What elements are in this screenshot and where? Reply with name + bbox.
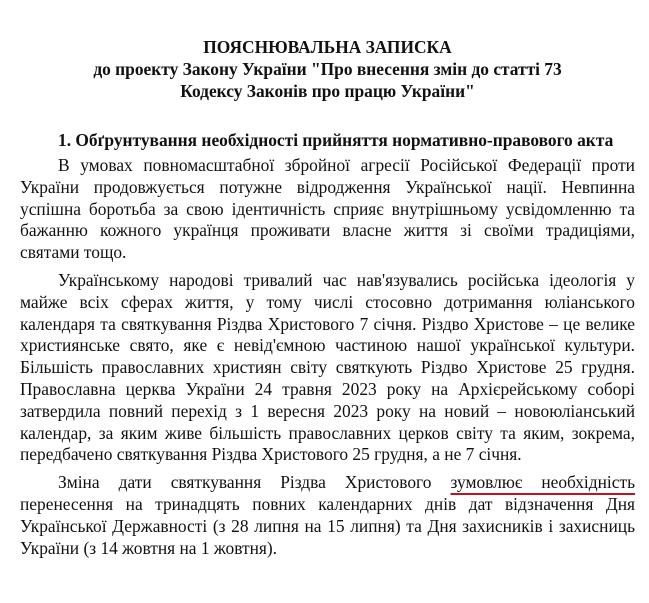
paragraph-2: Українському народові тривалий час нав'язувались російська ідеологія у майже всіх сферах життя, у тому числі стосовно дотримання юліанського календаря та святкування Різдва Христового 7 січня. Різдво Христове – це велике християнське свято, яке є невід'ємною частиною нашої української культури. Більшість православних християн світу святкують Різдво Христове 25 грудня. Православна церква України 24 травня 2023 року на Архієрейському соборі затвердила повний перехід з 1 вересня 2023 року на новий – новоюліанський календар, за яким живе більшість православних церков світу та яким, зокрема, передбачено святкування Різдва Христового 25 грудня, а не 7 січня. <box>20 269 635 465</box>
paragraph-3-end: перенесення на тринадцять повних календарних днів дат відзначення Дня Української Державності (з 28 липня на 15 липня) та Дня захисників і захисниць України (з 14 жовтня на 1 жовтня). <box>20 493 635 558</box>
spellcheck-underlined-phrase[interactable]: зумовлює необхідність <box>450 472 636 493</box>
paragraph-3 <box>20 472 635 559</box>
paragraph-1: В умовах повномасштабної збройної агресії Російської Федерації проти України продовжується потужне відродження Української нації. Невпинна успішна боротьба за свою ідентичність сприяє внутрішньому усвідомленню та бажанню кожного українця проживати власне життя зі своїми традиціями, святами тощо. <box>20 155 635 263</box>
document-title <box>20 36 635 102</box>
title-line-3: Кодексу Законів про працю України" <box>180 81 475 101</box>
title-line-2: до проекту Закону України "Про внесення змін до статті 73 <box>93 59 562 79</box>
paragraph-3-start: Зміна дати святкування Різдва Христового <box>58 472 451 493</box>
title-line-1: ПОЯСНЮВАЛЬНА ЗАПИСКА <box>203 37 452 57</box>
section-heading: 1. Обґрунтування необхідності прийняття нормативно-правового акта <box>58 130 614 150</box>
